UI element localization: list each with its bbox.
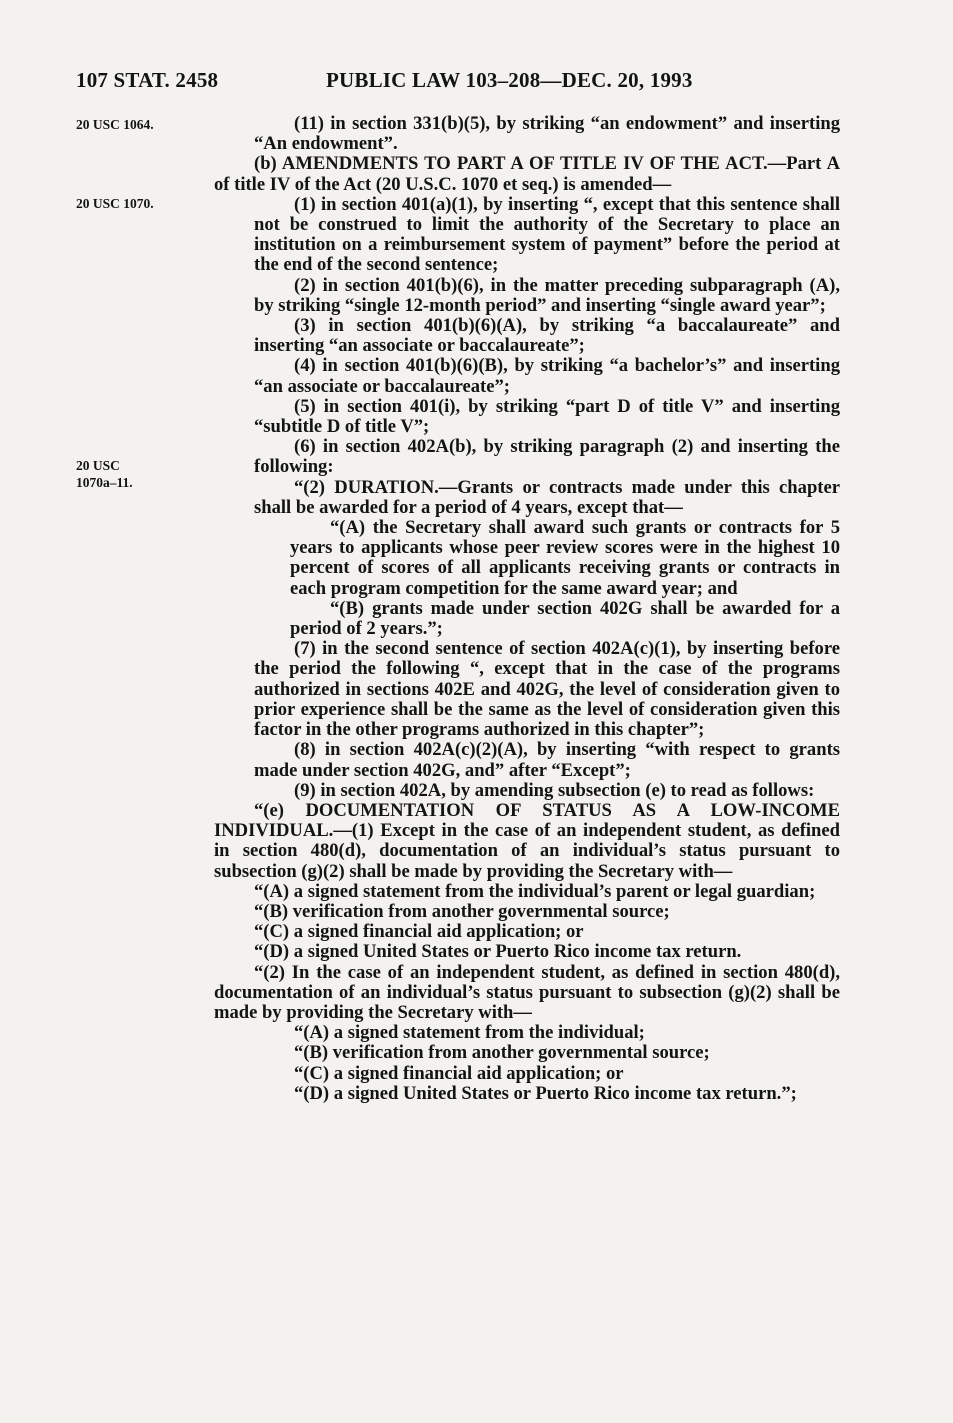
paragraph: (8) in section 402A(c)(2)(A), by inserting “with respect to grants made under section 402G, and” after “Except”; [254, 739, 840, 781]
paragraph: (11) in section 331(b)(5), by striking “an endowment” and inserting “An endowment”. [254, 113, 840, 155]
paragraph: (1) in section 401(a)(1), by inserting “, except that this sentence shall not be construed to limit the authority of the Secretary to place an institution on a reimbursement system of payment” before the period at the end of the second sentence; [254, 193, 840, 276]
section-heading: (b) AMENDMENTS TO PART A OF TITLE IV OF THE ACT.—Part A of title IV of the Act (20 U.S.C. 1070 et seq.) is amended— [214, 153, 840, 195]
margin-citation: 20 USC 1070. [76, 196, 154, 211]
subparagraph: “(B) grants made under section 402G shall be awarded for a period of 2 years.”; [290, 597, 840, 640]
paragraph: (6) in section 402A(b), by striking paragraph (2) and inserting the following: [254, 436, 840, 478]
statute-body [214, 114, 840, 1104]
running-head: PUBLIC LAW 103–208—DEC. 20, 1993 [326, 68, 693, 92]
paragraph: “(2) In the case of an independent student, as defined in section 480(d), documentation of an individual’s status pursuant to subsection (g)(2) shall be made by providing the Secretary with— [214, 961, 840, 1023]
subparagraph: “(A) a signed statement from the individual; [294, 1022, 645, 1044]
margin-citation: 1070a–11. [76, 475, 133, 490]
subparagraph: “(C) a signed financial aid application; or [254, 921, 584, 943]
subparagraph: “(B) verification from another governmental source; [254, 900, 670, 922]
paragraph: (7) in the second sentence of section 402A(c)(1), by inserting before the period the following “, except that in the case of the programs authorized in sections 402E and 402G, the level of consideration given to prior experience shall be the same as the level of consideration given this factor in the other programs authorized in this chapter”; [254, 638, 840, 741]
subparagraph: “(D) a signed United States or Puerto Rico income tax return.”; [294, 1082, 797, 1104]
paragraph: (4) in section 401(b)(6)(B), by striking “a bachelor’s” and inserting “an associate or baccalaureate”; [254, 355, 840, 397]
margin-citation: 20 USC [76, 458, 120, 473]
subparagraph: “(C) a signed financial aid application; or [294, 1062, 624, 1084]
subparagraph: “(A) a signed statement from the individual’s parent or legal guardian; [254, 880, 816, 902]
paragraph: (5) in section 401(i), by striking “part D of title V” and inserting “subtitle D of title V”; [254, 395, 840, 438]
subparagraph: “(D) a signed United States or Puerto Rico income tax return. [254, 941, 742, 963]
statute-page-number: 107 STAT. 2458 [76, 68, 219, 92]
paragraph: (2) in section 401(b)(6), in the matter preceding subparagraph (A), by striking “single 12-month period” and inserting “single award year”; [254, 274, 840, 316]
margin-citation: 20 USC 1064. [76, 117, 154, 132]
subparagraph: “(A) the Secretary shall award such grants or contracts for 5 years to applicants whose peer review scores were in the highest 10 percent of scores of all applicants receiving grants or contracts in each program competition for the same award year; and [290, 517, 840, 599]
paragraph: (3) in section 401(b)(6)(A), by striking “a baccalaureate” and inserting “an associate or baccalaureate”; [254, 315, 840, 357]
paragraph: “(e) DOCUMENTATION OF STATUS AS A LOW-INCOME INDIVIDUAL.—(1) Except in the case of an independent student, as defined in section 480(d), documentation of an individual’s status pursuant to subsection (g)(2) shall be made by providing the Secretary with— [214, 799, 840, 882]
paragraph: (9) in section 402A, by amending subsection (e) to read as follows: [294, 779, 815, 801]
subparagraph: “(B) verification from another governmental source; [294, 1042, 710, 1064]
paragraph: “(2) DURATION.—Grants or contracts made under this chapter shall be awarded for a period of 4 years, except that— [254, 476, 840, 518]
